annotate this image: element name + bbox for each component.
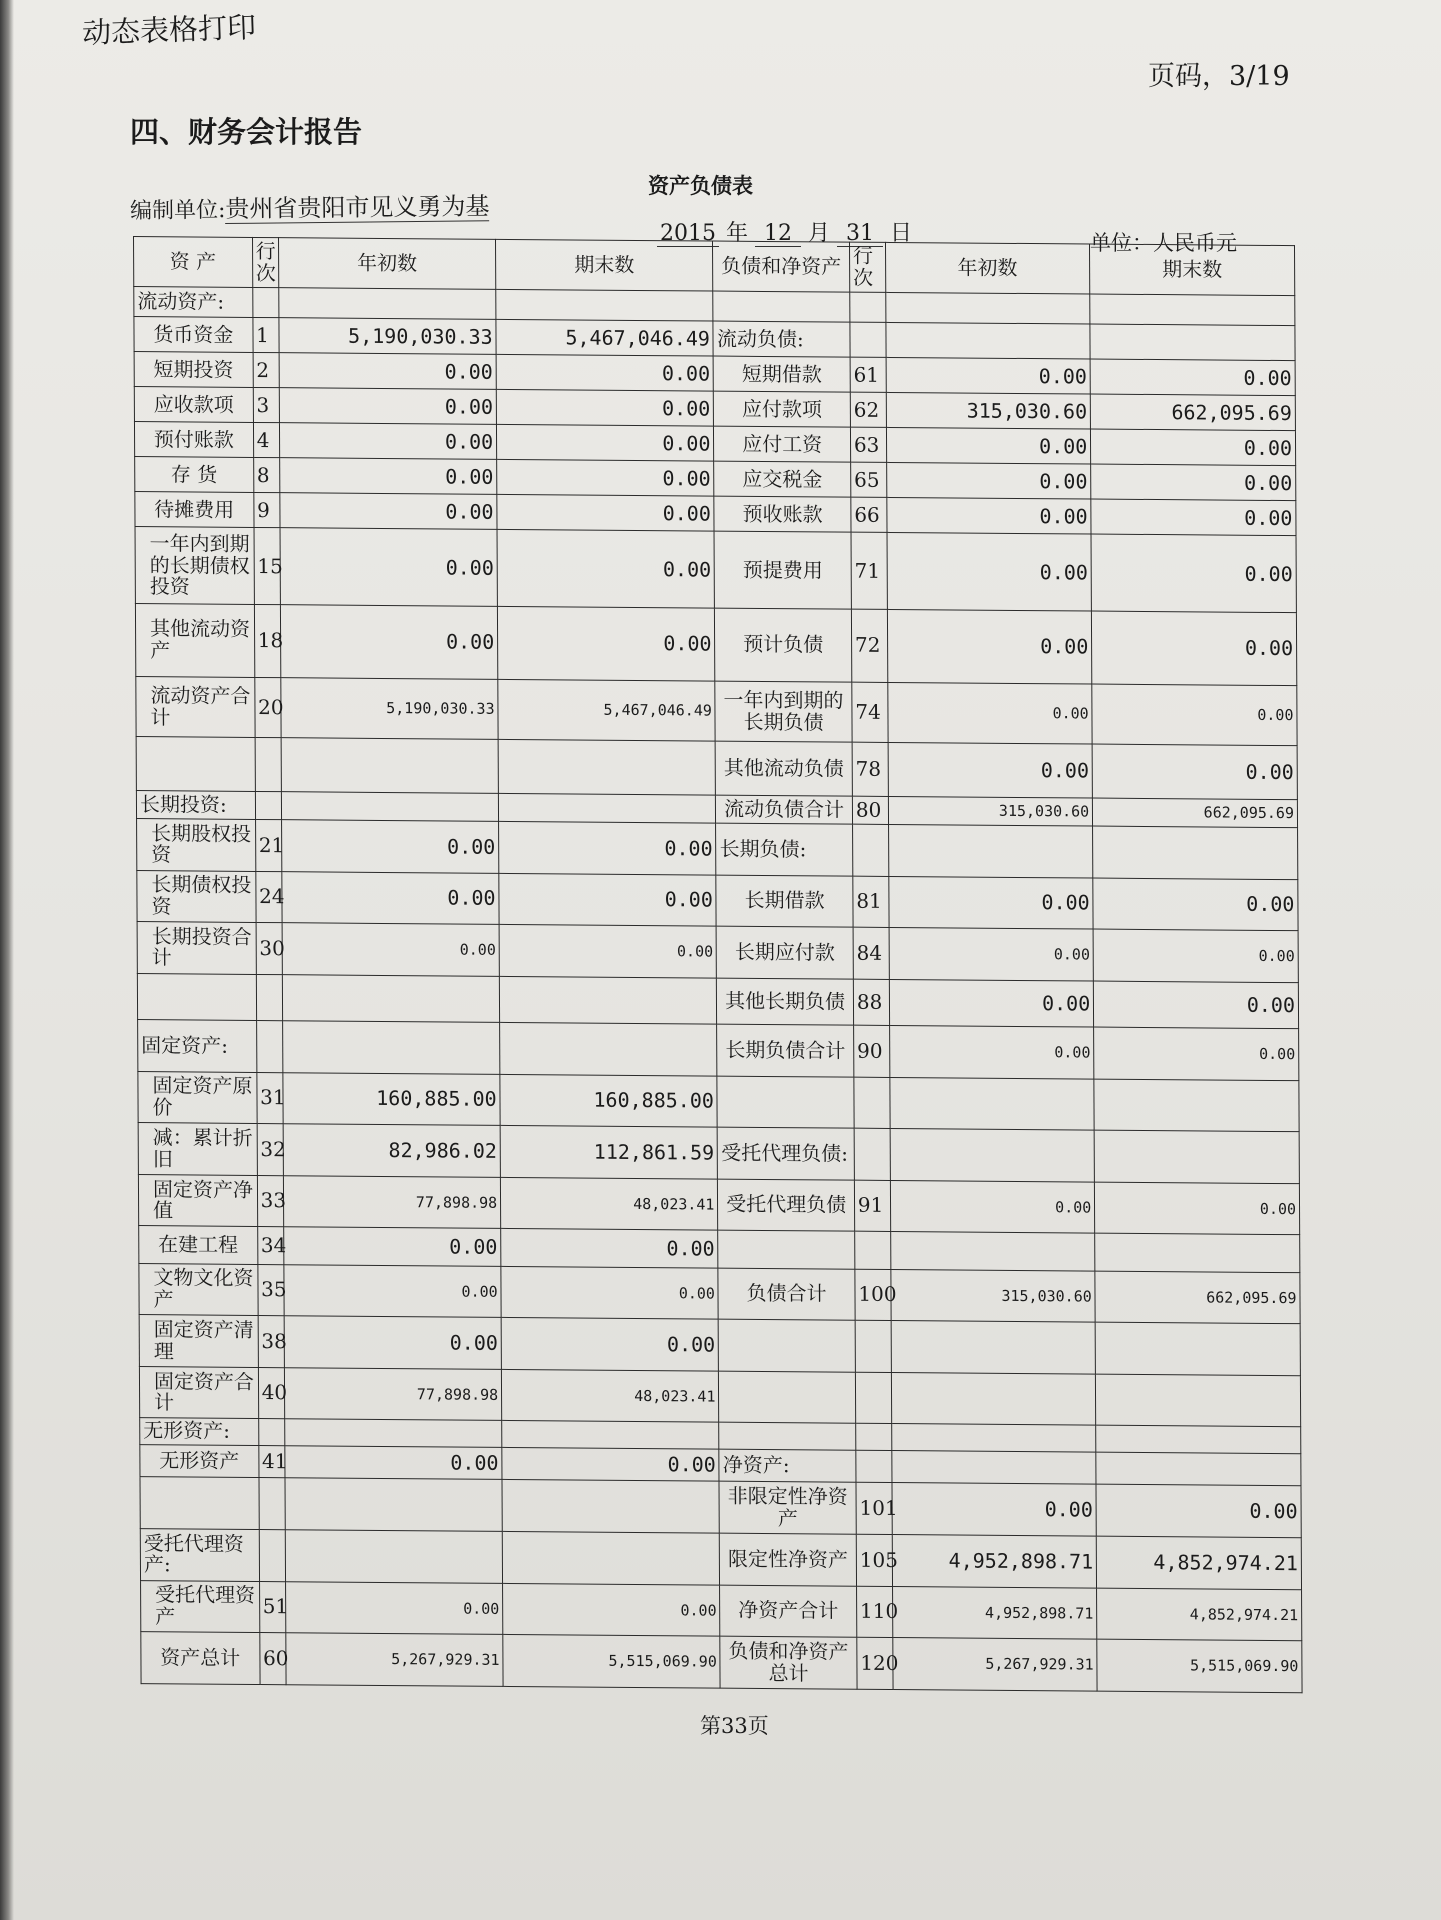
asset-begin: 0.00 [284, 1316, 502, 1369]
asset-line: 18 [254, 605, 281, 678]
asset-name: 预付账款 [134, 422, 253, 458]
liability-name [718, 1231, 855, 1269]
asset-begin: 0.00 [284, 1227, 501, 1266]
asset-end: 0.00 [497, 425, 714, 462]
asset-end: 0.00 [503, 1583, 721, 1636]
asset-end: 0.00 [501, 1266, 719, 1319]
col-liability: 负债和净资产 [713, 241, 850, 292]
liability-line [854, 1128, 890, 1180]
asset-begin: 5,190,030.33 [279, 318, 496, 355]
asset-end [499, 976, 717, 1024]
asset-begin: 0.00 [279, 423, 496, 460]
liability-begin: 315,030.60 [890, 1269, 1095, 1322]
paper-edge-shadow [0, 0, 14, 1920]
org-label: 编制单位: [129, 198, 226, 224]
liability-end: 0.00 [1096, 1485, 1301, 1538]
asset-begin: 0.00 [285, 1446, 502, 1480]
liability-end: 0.00 [1092, 684, 1297, 746]
asset-name: 流动资产合计 [136, 676, 255, 738]
liability-name: 负债和净资产总计 [720, 1636, 857, 1689]
page-code: 页码，3/19 [1148, 61, 1290, 92]
liability-end: 0.00 [1090, 359, 1295, 396]
asset-name: 资产总计 [141, 1632, 260, 1685]
asset-end: 0.00 [499, 925, 717, 978]
liability-begin: 4,952,898.71 [892, 1535, 1097, 1588]
asset-line: 1 [253, 318, 279, 353]
liability-name [719, 1423, 856, 1450]
col-end: 期末数 [496, 239, 714, 291]
asset-line: 30 [256, 923, 283, 975]
liability-name: 长期负债: [716, 823, 853, 876]
liability-name: 其他流动负债 [716, 741, 853, 796]
asset-end: 5,467,046.49 [496, 320, 713, 357]
liability-begin [890, 1232, 1095, 1271]
liability-name: 长期借款 [716, 875, 853, 928]
date-day-unit: 日 [890, 221, 913, 246]
liability-begin [889, 1077, 1094, 1130]
print-title: 动态表格打印 [81, 9, 257, 51]
col-liability-end: 期末数 [1090, 244, 1295, 296]
liability-begin: 0.00 [887, 682, 1092, 744]
liability-name: 预收账款 [714, 496, 851, 532]
liability-line: 63 [850, 427, 886, 462]
liability-name: 应付款项 [714, 391, 851, 427]
liability-begin [891, 1424, 1096, 1452]
asset-end: 160,885.00 [500, 1074, 718, 1127]
asset-name: 长期债权投资 [137, 870, 256, 922]
table-row [138, 1174, 1299, 1235]
liability-end [1096, 1374, 1301, 1427]
currency-unit: 单位：人民币元 [1090, 231, 1237, 255]
table-row [140, 1529, 1301, 1590]
asset-end: 5,467,046.49 [498, 679, 716, 741]
liability-end: 662,095.69 [1093, 798, 1298, 828]
asset-line [259, 1530, 286, 1582]
liability-line: 90 [853, 1026, 889, 1078]
asset-name: 货币资金 [134, 317, 253, 353]
liability-end: 0.00 [1091, 499, 1296, 536]
asset-line: 38 [258, 1316, 285, 1368]
liability-name: 限定性净资产 [720, 1533, 857, 1586]
liability-line: 81 [853, 876, 889, 928]
liability-line [852, 824, 888, 876]
asset-end: 0.00 [498, 607, 716, 681]
liability-name: 长期应付款 [716, 926, 853, 979]
liability-name: 短期借款 [714, 356, 851, 392]
asset-line [255, 791, 281, 819]
asset-line: 41 [258, 1445, 284, 1478]
col-begin: 年初数 [278, 238, 496, 290]
asset-line [256, 1021, 283, 1073]
liability-end: 0.00 [1092, 611, 1297, 685]
asset-end: 48,023.41 [502, 1369, 720, 1422]
asset-end: 0.00 [497, 530, 715, 609]
asset-end: 48,023.41 [501, 1177, 719, 1230]
date-day: 31 [837, 221, 883, 247]
liability-begin [891, 1372, 1096, 1425]
asset-begin [285, 1530, 503, 1583]
asset-name: 受托代理资产: [140, 1529, 259, 1581]
date-month-unit: 月 [808, 221, 831, 246]
asset-begin: 77,898.98 [283, 1176, 501, 1229]
section-title: 四、财务会计报告 [130, 115, 363, 149]
asset-line [258, 1419, 284, 1446]
liability-begin: 0.00 [886, 428, 1091, 465]
table-row [135, 604, 1296, 685]
asset-begin [285, 1478, 503, 1531]
liability-line: 80 [852, 796, 888, 824]
asset-begin: 0.00 [279, 458, 496, 495]
liability-line: 88 [853, 979, 889, 1026]
liability-line: 91 [854, 1180, 890, 1232]
liability-line: 78 [852, 743, 888, 797]
asset-end: 0.00 [497, 460, 714, 497]
liability-end: 0.00 [1092, 744, 1297, 799]
table-body [134, 287, 1302, 1693]
asset-line: 34 [257, 1227, 283, 1265]
asset-end [502, 1421, 719, 1449]
liability-line: 72 [851, 609, 887, 682]
liability-end [1090, 324, 1295, 361]
asset-begin [281, 738, 499, 793]
liability-line [856, 1450, 892, 1483]
asset-line: 33 [257, 1175, 284, 1227]
asset-end: 0.00 [499, 821, 717, 874]
table-row [141, 1580, 1302, 1641]
liability-line: 120 [857, 1637, 893, 1689]
liability-name: 非限定性净资产 [719, 1482, 856, 1535]
table-row [139, 1315, 1300, 1376]
liability-begin [891, 1321, 1096, 1374]
table-row [137, 870, 1298, 931]
asset-name: 减：累计折旧 [138, 1123, 257, 1175]
liability-begin: 0.00 [886, 463, 1091, 500]
asset-line [255, 738, 282, 792]
asset-name: 在建工程 [139, 1226, 258, 1264]
liability-end: 0.00 [1093, 929, 1298, 982]
liability-name [719, 1319, 856, 1372]
table-row [138, 1071, 1299, 1132]
asset-end: 0.00 [499, 873, 717, 926]
asset-name: 短期投资 [134, 352, 253, 388]
liability-begin: 0.00 [888, 876, 1093, 929]
asset-line: 35 [257, 1264, 284, 1316]
asset-name: 应收款项 [134, 387, 253, 423]
asset-begin: 0.00 [285, 1581, 503, 1634]
liability-line: 62 [850, 392, 886, 427]
liability-begin: 0.00 [886, 358, 1091, 395]
liability-begin: 4,952,898.71 [892, 1586, 1097, 1639]
liability-line: 105 [856, 1534, 892, 1586]
table-row [136, 676, 1297, 746]
asset-end: 0.00 [496, 355, 713, 392]
liability-name: 受托代理负债 [718, 1179, 855, 1232]
liability-line: 100 [855, 1269, 891, 1321]
liability-begin [890, 1129, 1095, 1182]
asset-line: 21 [255, 819, 282, 871]
footer-page-number: 第33页 [700, 1714, 769, 1738]
liability-name: 预提费用 [714, 531, 851, 609]
liability-begin: 0.00 [887, 533, 1092, 612]
asset-begin: 0.00 [281, 820, 499, 873]
asset-begin: 0.00 [280, 493, 497, 530]
liability-line: 61 [850, 357, 886, 392]
asset-name: 固定资产: [138, 1020, 257, 1072]
liability-line [850, 292, 886, 323]
asset-end [499, 793, 716, 823]
liability-end: 0.00 [1094, 981, 1299, 1029]
asset-name [137, 973, 256, 1021]
asset-name: 流动资产: [134, 287, 253, 318]
asset-line [252, 287, 278, 318]
asset-line: 4 [253, 423, 279, 458]
asset-line [259, 1478, 286, 1530]
balance-sheet-table [133, 236, 1303, 1693]
liability-begin: 5,267,929.31 [892, 1638, 1097, 1691]
liability-line [856, 1424, 892, 1451]
asset-begin: 0.00 [279, 388, 496, 425]
liability-name [713, 291, 850, 322]
table-row [138, 1020, 1299, 1080]
asset-begin: 160,885.00 [283, 1072, 501, 1125]
liability-end: 0.00 [1091, 464, 1296, 501]
report-title: 资产负债表 [648, 173, 753, 198]
date-year-unit: 年 [726, 221, 749, 246]
liability-begin [885, 292, 1090, 324]
liability-line: 101 [856, 1483, 892, 1535]
asset-end: 0.00 [496, 390, 713, 427]
liability-end: 0.00 [1091, 534, 1296, 613]
liability-end [1094, 1079, 1299, 1132]
liability-begin: 0.00 [889, 1026, 1094, 1079]
liability-line [855, 1372, 891, 1424]
liability-begin [885, 323, 1090, 360]
asset-name: 长期投资合计 [137, 922, 256, 974]
asset-name: 固定资产清理 [139, 1315, 258, 1367]
asset-begin: 82,986.02 [283, 1124, 501, 1177]
asset-begin [282, 974, 500, 1022]
asset-begin: 0.00 [282, 923, 500, 976]
liability-begin [888, 824, 1093, 877]
col-line: 行次 [252, 237, 278, 287]
liability-line [855, 1232, 891, 1270]
asset-end: 0.00 [501, 1318, 719, 1371]
liability-name: 受托代理负债: [718, 1127, 855, 1180]
liability-begin: 0.00 [889, 928, 1094, 981]
table-row [139, 1263, 1300, 1324]
asset-line: 8 [253, 458, 279, 493]
asset-begin: 0.00 [284, 1264, 502, 1317]
asset-line: 2 [253, 353, 279, 388]
asset-line: 32 [257, 1124, 284, 1176]
liability-name: 长期负债合计 [717, 1024, 854, 1076]
table-row [135, 527, 1296, 613]
liability-end [1093, 826, 1298, 879]
liability-end: 4,852,974.21 [1096, 1536, 1301, 1589]
asset-begin: 5,190,030.33 [281, 677, 499, 739]
liability-line: 66 [851, 497, 887, 532]
liability-name [717, 1076, 854, 1129]
liability-name: 其他长期负债 [717, 978, 854, 1026]
asset-name: 固定资产合计 [139, 1366, 258, 1418]
asset-end [500, 1023, 718, 1076]
date-year: 2015 [657, 221, 719, 247]
liability-name: 净资产: [719, 1449, 856, 1483]
asset-begin: 77,898.98 [284, 1368, 502, 1421]
asset-line: 20 [254, 677, 281, 738]
asset-begin [279, 288, 496, 320]
asset-begin: 5,267,929.31 [286, 1633, 504, 1687]
asset-name: 其他流动资产 [135, 604, 254, 677]
liability-line [854, 1077, 890, 1129]
org-line [130, 186, 490, 225]
asset-begin: 0.00 [279, 353, 496, 390]
liability-name: 一年内到期的长期负债 [715, 681, 852, 743]
liability-line: 71 [851, 532, 887, 609]
liability-begin: 0.00 [886, 498, 1091, 535]
asset-name [140, 1477, 259, 1529]
asset-line: 31 [256, 1072, 283, 1124]
col-liability-line: 行次 [849, 242, 885, 292]
table-header [134, 237, 1295, 296]
liability-line: 110 [856, 1586, 892, 1638]
liability-end [1090, 294, 1295, 326]
asset-begin [281, 792, 498, 822]
table-row [137, 922, 1298, 983]
asset-name: 受托代理资产 [141, 1580, 260, 1632]
asset-end: 5,515,069.90 [503, 1635, 721, 1689]
table-row [141, 1632, 1302, 1693]
asset-name: 文物文化资产 [139, 1263, 258, 1315]
asset-end [498, 740, 716, 795]
liability-end: 0.00 [1095, 1182, 1300, 1235]
liability-name: 负债合计 [718, 1268, 855, 1321]
table-row [139, 1366, 1300, 1427]
asset-line: 3 [253, 388, 279, 423]
liability-end [1095, 1233, 1300, 1272]
liability-begin: 0.00 [887, 610, 1092, 684]
liability-begin: 0.00 [892, 1483, 1097, 1536]
asset-begin [282, 1021, 500, 1074]
asset-end [496, 289, 713, 321]
asset-name: 长期投资: [136, 791, 255, 820]
liability-line: 74 [852, 682, 888, 743]
liability-name: 流动负债: [713, 321, 850, 357]
asset-line: 15 [254, 528, 281, 605]
asset-name: 无形资产 [140, 1444, 259, 1478]
org-name: 贵州省贵阳市见义勇为基 [225, 192, 490, 223]
asset-name: 无形资产: [140, 1418, 259, 1445]
liability-end [1096, 1426, 1301, 1454]
asset-name: 待摊费用 [135, 492, 254, 528]
asset-line: 9 [253, 493, 279, 528]
liability-line: 84 [853, 927, 889, 979]
col-liability-begin: 年初数 [885, 242, 1090, 294]
liability-end [1094, 1130, 1299, 1183]
liability-name: 预计负债 [715, 608, 852, 681]
liability-end [1096, 1452, 1301, 1486]
liability-name: 净资产合计 [720, 1585, 857, 1638]
asset-line: 60 [259, 1633, 286, 1685]
asset-end: 0.00 [502, 1447, 719, 1481]
liability-end: 0.00 [1093, 878, 1298, 931]
asset-name [136, 737, 255, 792]
asset-name: 存 货 [135, 457, 254, 493]
asset-begin: 0.00 [280, 605, 498, 679]
asset-name: 一年内到期的长期债权投资 [135, 527, 254, 605]
asset-line: 24 [255, 871, 282, 923]
asset-end: 0.00 [501, 1229, 718, 1268]
date-month: 12 [755, 221, 801, 247]
liability-end: 0.00 [1094, 1027, 1299, 1080]
asset-name: 长期股权投资 [137, 819, 256, 871]
asset-begin [285, 1419, 502, 1447]
liability-begin: 0.00 [889, 979, 1094, 1027]
liability-begin: 0.00 [888, 743, 1093, 798]
table-row [140, 1477, 1301, 1538]
asset-end [502, 1531, 720, 1584]
asset-end: 0.00 [497, 495, 714, 532]
liability-name: 应交税金 [714, 461, 851, 497]
liability-name [719, 1371, 856, 1424]
table-row [138, 1123, 1299, 1184]
liability-begin [891, 1450, 1096, 1484]
asset-name: 固定资产原价 [138, 1071, 257, 1123]
liability-end [1095, 1322, 1300, 1375]
asset-line [256, 974, 282, 1021]
liability-name: 应付工资 [714, 426, 851, 462]
liability-end: 5,515,069.90 [1097, 1639, 1302, 1692]
liability-line: 65 [851, 462, 887, 497]
liability-line [850, 322, 886, 357]
liability-begin: 315,030.60 [886, 393, 1091, 430]
header-row [134, 237, 1295, 296]
table-row [137, 819, 1298, 880]
liability-end: 662,095.69 [1091, 394, 1296, 431]
asset-line: 40 [258, 1367, 285, 1419]
liability-end: 662,095.69 [1095, 1271, 1300, 1324]
asset-begin: 0.00 [282, 871, 500, 924]
asset-end [502, 1480, 720, 1533]
liability-begin: 0.00 [890, 1180, 1095, 1233]
liability-name: 流动负债合计 [716, 795, 853, 824]
asset-end: 112,861.59 [500, 1126, 718, 1179]
liability-begin: 315,030.60 [888, 796, 1093, 826]
liability-end: 0.00 [1091, 429, 1296, 466]
asset-name: 固定资产净值 [138, 1174, 257, 1226]
asset-begin: 0.00 [280, 528, 498, 607]
col-asset: 资 产 [134, 237, 253, 288]
liability-end: 4,852,974.21 [1097, 1588, 1302, 1641]
liability-line [855, 1321, 891, 1373]
table-row [136, 737, 1297, 800]
asset-line: 51 [259, 1581, 286, 1633]
